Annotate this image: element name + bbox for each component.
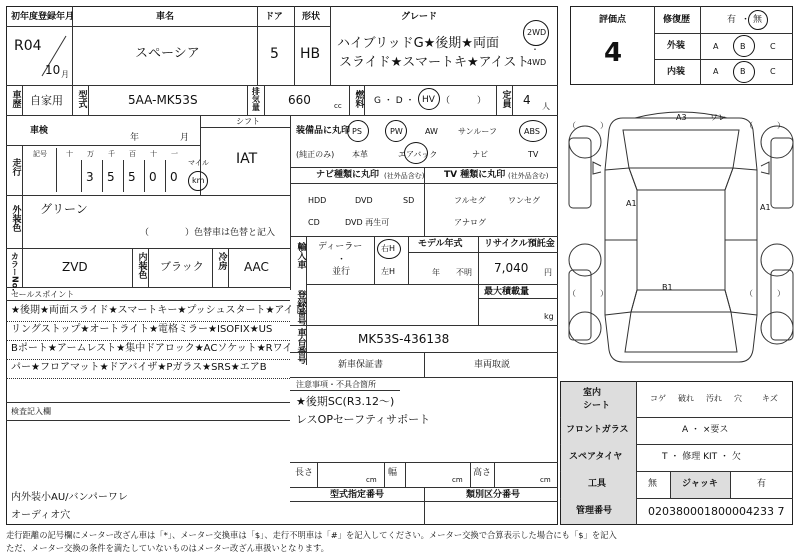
equipment-item: AW [425, 127, 438, 136]
import-dealer: ディーラー [318, 242, 363, 252]
exterior-b: B [740, 42, 746, 51]
import-right: 右H [381, 244, 396, 253]
tv-item: アナログ [454, 218, 486, 227]
grade-line2: スライド★スマートキ★アイスト [339, 55, 530, 70]
equipment-sub: (純正のみ) [296, 150, 335, 159]
damage-mark-a1-left: A1 [626, 199, 637, 208]
reg-year: R04 [14, 38, 42, 54]
interior-c: C [770, 67, 776, 76]
exterior-c: C [770, 42, 776, 51]
mileage-label: 走行 [10, 158, 21, 176]
sales-line: パー★フロアマット★ドアバイザ★Pガラス★SRS★エアB [11, 362, 267, 373]
displacement-label: 排気量 [251, 87, 261, 111]
drive-2wd: 2WD [527, 28, 547, 37]
digit-header: 十 [66, 150, 73, 158]
form-frame [6, 6, 558, 525]
tv-sub: (社外品含む) [508, 172, 549, 180]
usage: 自家用 [30, 94, 63, 107]
sales-line: Bポート★アームレスト★集中ドアロック★ACソケット★Rワイ [11, 343, 293, 354]
sales-rule [6, 378, 290, 379]
control-label: 管理番号 [576, 506, 613, 516]
glass-value: A ・ ×要ス [682, 425, 729, 435]
navi-item: DVD [355, 196, 373, 205]
car-name-label: 車名 [156, 12, 175, 22]
equipment-circle [385, 120, 407, 142]
digit-header: 一 [171, 150, 178, 158]
record-label: 記号 [33, 150, 47, 158]
digit-header: 十 [150, 150, 157, 158]
vehicle-manual: 車両取説 [474, 360, 511, 370]
damage-mark-a3: A3 [676, 113, 687, 122]
spare-value: T ・ 修理 KIT ・ 欠 [662, 452, 741, 462]
sales-label: セールスポイント [11, 290, 75, 299]
chassis-label: 車台番号 [295, 328, 306, 364]
equipment-item: 本革 [352, 150, 368, 159]
equipment-item: エアバック [398, 150, 438, 159]
navi-item: SD [403, 196, 415, 205]
repair-label: 修復歴 [663, 15, 691, 25]
note-line: ★後期SC(R3.12～) [296, 395, 395, 408]
seat-item: コゲ [650, 394, 666, 403]
mileage-digit: 3 [86, 170, 94, 184]
mile-label: マイル [188, 159, 209, 167]
tv-item: フルセグ [454, 196, 486, 205]
seat-item: 穴 [734, 394, 742, 403]
sales-rule [6, 321, 290, 322]
shift-label: シフト [236, 117, 260, 126]
digit-header: 千 [108, 150, 115, 158]
shaken-year-unit: 年 [130, 133, 140, 143]
repair-yes: 有 [727, 15, 737, 25]
interior-color-label: 内装色 [136, 252, 147, 279]
yen-unit: 円 [544, 268, 552, 277]
max-load-label: 最大積載量 [484, 287, 530, 297]
mileage-digit: 0 [170, 170, 178, 184]
ac-label: 冷房 [216, 252, 227, 270]
interior-color: ブラック [160, 260, 204, 273]
airbag-circle [404, 142, 428, 164]
digit-divider [144, 160, 145, 192]
tools-value: 無 [648, 479, 658, 489]
fuel-selected: HV [422, 95, 435, 105]
equipment-item: TV [528, 150, 539, 159]
new-car-warranty: 新車保証書 [338, 360, 384, 370]
equipment-item: ナビ [472, 150, 488, 159]
spare-label: スペアタイヤ [569, 452, 623, 462]
digit-divider [123, 160, 124, 192]
sales-rule [6, 359, 290, 360]
mileage-digit: 5 [107, 170, 115, 184]
digit-divider [81, 160, 82, 192]
inspector-line: オーディオ穴 [11, 510, 71, 521]
color-paren-note: （ ）色替車は色替と記入 [140, 228, 276, 238]
fuel-paren: （ ） [441, 96, 487, 106]
digit-divider [165, 160, 166, 192]
import-dot: ・ [337, 255, 347, 265]
shaken-month-unit: 月 [180, 133, 190, 143]
sales-line: ★後期★両面スライド★スマートキー★プッシュスタート★アイド [11, 305, 304, 316]
interior-b: B [740, 67, 746, 76]
paren-fr: （ ） [745, 121, 785, 130]
shift: IAT [236, 151, 258, 167]
score-value: 4 [604, 38, 623, 68]
capacity-label: 定員 [500, 90, 511, 108]
km-label: km [192, 176, 205, 185]
kg-unit: kg [544, 312, 554, 321]
color-no-label: カラーNo. [10, 252, 20, 292]
model: 5AA-MK53S [128, 93, 198, 107]
ac: AAC [244, 260, 269, 274]
doors-label: ドア [265, 12, 283, 22]
score-label: 評価点 [599, 15, 627, 25]
class-number-label: 類別区分番号 [466, 490, 521, 500]
car-name: スペーシア [135, 46, 200, 61]
sales-rule [6, 340, 290, 341]
repair-dot: ・ [741, 15, 751, 25]
damage-mark-crack: ワレ [710, 113, 726, 122]
note-line: レスOPセーフティサポート [296, 413, 431, 426]
seat-item: 汚れ [706, 394, 722, 403]
registration-label: 登録番号 [295, 290, 306, 326]
seat-label-2: シート [583, 401, 611, 411]
drive-4wd: 4WD [527, 58, 547, 67]
control-value: 020380001800004233 7 [648, 505, 785, 518]
displacement: 660 [288, 93, 311, 107]
width-cm: cm [452, 476, 463, 484]
fuel-label: 燃料 [353, 90, 364, 108]
jack-label: ジャッキ [682, 479, 718, 489]
length-label: 長さ [295, 468, 314, 478]
damage-mark-b1: B1 [662, 283, 673, 292]
footer-line1: 走行距離の記号欄にメーター改ざん車は「*」、メーター交換車は「$」、走行不明車は「#」を記入してください。メーター交換で合算表示した場合にも「$」を記入 [6, 530, 617, 540]
usage-label: 車歴 [10, 90, 21, 108]
model-year-unit: 年 [432, 268, 440, 277]
height-label: 高さ [473, 468, 492, 478]
recycle: 7,040 [494, 261, 529, 275]
equipment-circle [347, 120, 369, 142]
chassis: MK53S-436138 [358, 332, 450, 346]
seat-item: キズ [762, 394, 778, 403]
paren-rr: （ ） [745, 289, 785, 298]
equipment-circle [519, 120, 547, 142]
mileage-digit: 0 [149, 170, 157, 184]
equipment-item: ABS [524, 127, 540, 136]
shape-label: 形状 [302, 12, 321, 22]
model-label: 型式 [76, 90, 87, 108]
tv-label: TV 種類に丸印 [444, 170, 506, 180]
width-label: 幅 [388, 468, 398, 478]
paren-fl: （ ） [568, 121, 608, 130]
seat-item: 破れ [678, 394, 694, 403]
navi-item: CD [308, 218, 320, 227]
navi-item: HDD [308, 196, 327, 205]
repair-no: 無 [753, 15, 763, 25]
digit-header: 百 [129, 150, 136, 158]
interior-label: 内装 [667, 67, 686, 77]
tools-label: 工具 [588, 479, 607, 489]
equipment-item: サンルーフ [458, 127, 497, 136]
navi-label: ナビ種類に丸印 [316, 170, 380, 180]
shape: HB [300, 46, 321, 62]
equipment-item: PS [352, 127, 362, 136]
import-parallel: 並行 [332, 267, 351, 277]
damage-mark-a1-right: A1 [760, 203, 771, 212]
tv-item: ワンセグ [508, 196, 540, 205]
color-value: グリーン [40, 202, 88, 216]
grade-label: グレード [401, 12, 438, 22]
digit-divider [102, 160, 103, 192]
jack-value: 有 [757, 479, 767, 489]
footer-line2: ただ、メーター交換の条件を満たしていないものはメーター改ざん車扱いとなります。 [6, 543, 329, 553]
fuel-options: G ・ D ・ [374, 96, 415, 106]
import-label: 輸入車 [295, 242, 306, 269]
color-label: 外装色 [10, 205, 21, 232]
drive-dot: ・ [531, 45, 539, 54]
import-left: 左H [381, 267, 396, 276]
shaken-label: 車検 [30, 126, 49, 136]
length-cm: cm [366, 476, 377, 484]
mileage-digit: 5 [128, 170, 136, 184]
capacity-unit: 人 [542, 102, 550, 111]
doors: 5 [270, 46, 279, 62]
digit-header: 万 [87, 150, 94, 158]
navi-item: DVD 再生可 [345, 218, 390, 227]
inspector-label: 検査記入欄 [11, 407, 51, 416]
car-damage-diagram [565, 100, 797, 380]
reg-month: 10 [45, 63, 61, 77]
reg-month-unit: 月 [61, 70, 69, 79]
capacity: 4 [523, 93, 531, 107]
height-cm: cm [540, 476, 551, 484]
exterior-a: A [713, 42, 719, 51]
grade-line1: ハイブリッドG★後期★両面 [337, 36, 499, 51]
equipment-item: PW [390, 127, 403, 136]
exterior-label: 外装 [667, 41, 686, 51]
glass-label: フロントガラス [566, 425, 629, 435]
seat-label-1: 室内 [583, 388, 602, 398]
recycle-label: リサイクル預託金 [484, 239, 555, 249]
inspector-line: 内外装小AU/バンパーワレ [11, 492, 128, 503]
model-year-unknown: 不明 [456, 268, 472, 277]
notes-label: 注意事項・不具合箇所 [296, 380, 376, 389]
cc-unit: cc [334, 102, 342, 110]
reg-year-label: 初年度登録年月 [11, 12, 75, 22]
model-year-label: モデル年式 [418, 239, 463, 249]
color-no: ZVD [62, 260, 88, 274]
interior-a: A [713, 67, 719, 76]
paren-rl: （ ） [568, 289, 608, 298]
type-number-label: 型式指定番号 [330, 490, 385, 500]
sales-line: リングストップ★オートライト★電格ミラー★ISOFIX★US [11, 324, 273, 335]
navi-sub: (社外品含む) [384, 172, 425, 180]
equipment-label: 装備品に丸印 [296, 126, 351, 136]
